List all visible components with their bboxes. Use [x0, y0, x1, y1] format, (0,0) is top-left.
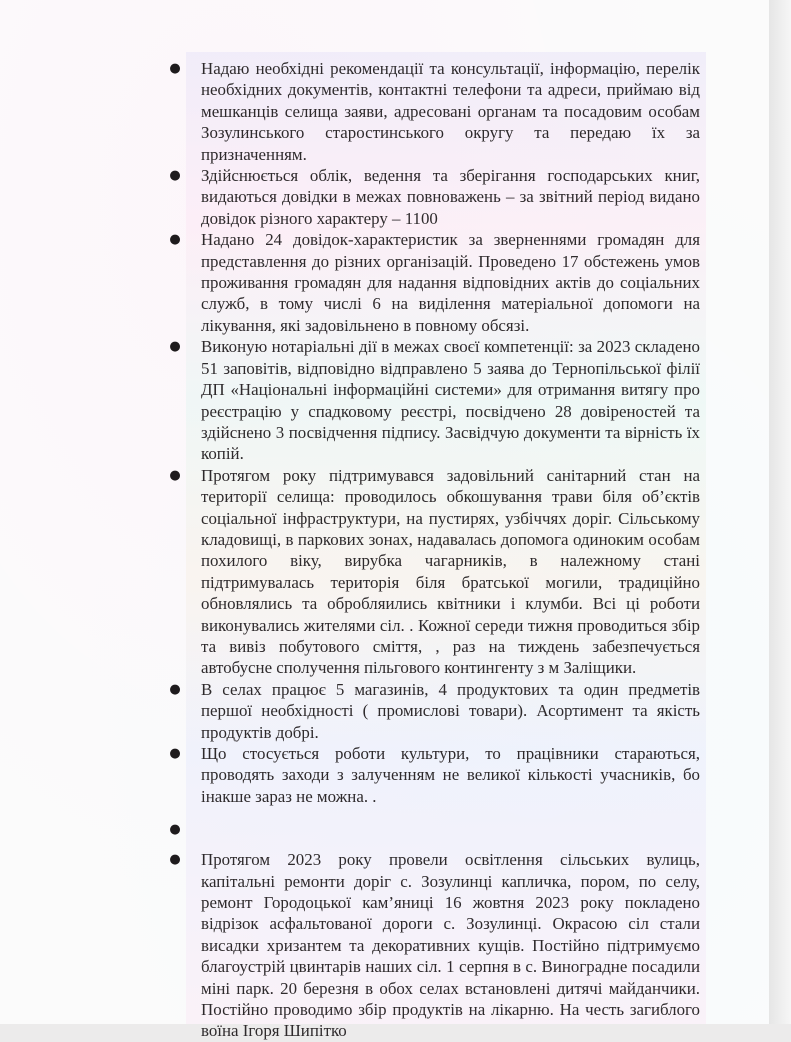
bullet-icon: ● — [169, 339, 181, 355]
bullet-icon: ● — [169, 852, 181, 868]
bullet-icon: ● — [169, 232, 181, 248]
list-item — [168, 849, 700, 1042]
scan-margin-edge — [769, 0, 791, 1024]
bullet-icon: ● — [169, 168, 181, 184]
report-bullet-list — [168, 58, 700, 1042]
list-item-text: Протягом року підтримувався задовільний санітарний стан на території селища: проводилось обкошування трави біля об’єктів соціальної інфраструктури, на пустирях, узбіччях доріг. Сільському кладовищі, в паркових зонах, надавалась допомога одиноким особам похилого віку, вирубка чагарників, в належному стані підтримувалась територія біля братської могили, традиційно обновлялись та обробляились квітники і клумби. Всі ці роботи виконувались жителями сіл. . Кожної середи тижня проводиться збір та вивіз побутового сміття, , раз на тиждень забезпечується автобусне сполучення пільгового контингенту з м Заліщики. — [201, 465, 700, 678]
list-item — [168, 229, 700, 336]
list-item — [168, 743, 700, 807]
list-item-text: Протягом 2023 року провели освітлення сільських вулиць, капітальні ремонти доріг с. Зозулинці капличка, пором, по селу, ремонт Городоцької кам’яниці 16 жовтня 2023 року покладено відрізок асфальтованої дороги с. Зозулинці. Окрасою сіл стали висадки хризантем та декоративних кущів. Постійно підтримуємо благоустрій цвинтарів наших сіл. 1 серпня в с. Виноградне посадили міні парк. 20 березня в обох селах встановлені дитячі майданчики. Постійно проводимо збір продуктів на лікарню. На честь загиблого воїна Ігоря Шипітко — [201, 850, 700, 1041]
list-item-text: Що стосується роботи культури, то працівники стараються, проводять заходи з залученням не великої кількості учасників, бо інакше зараз не можна. . — [201, 744, 700, 806]
list-item — [168, 336, 700, 464]
bullet-icon: ● — [169, 61, 181, 76]
list-item — [168, 58, 700, 165]
list-item-text: Виконую нотаріальні дії в межах своєї компетенції: за 2023 складено 51 заповітів, відповідно відправлено 5 заява до Тернопільської філії ДП «Національні інформаційні системи» для отримання витягу про реєстрацію у спадковому реєстрі, посвідчено 28 довіреностей та здійснено 3 посвідчення підпису. Засвідчую документи та вірність їх копій. — [201, 337, 700, 464]
list-item — [168, 165, 700, 229]
bullet-icon: ● — [169, 822, 181, 838]
list-item-text: Здійснюється облік, ведення та зберігання господарських книг, видаються довідки в межах повноважень – за звітний період видано довідок різного характеру – 1100 — [201, 166, 700, 228]
list-item-text: Надаю необхідні рекомендації та консультації, інформацію, перелік необхідних документів, контактні телефони та адреси, приймаю від мешканців селища заяви, адресовані органам та посадовим особам Зозулинського старостинського округу та передаю їх за призначенням. — [201, 59, 700, 164]
list-item-text: Надано 24 довідок-характеристик за зверненнями громадян для представлення до різних організацій. Проведено 17 обстежень умов проживання громадян для надання відповідних актів до соціальних служб, в тому числі 6 на виділення матеріальної допомоги на лікування, які задовільнено в повному обсязі. — [201, 230, 700, 335]
empty-list-item — [168, 819, 700, 843]
list-item-text: В селах працює 5 магазинів, 4 продуктових та один предметів першої необхідності ( промислові товари). Асортимент та якість продуктів добрі. — [201, 679, 700, 742]
bullet-icon: ● — [169, 681, 181, 697]
bullet-icon: ● — [169, 467, 181, 483]
bullet-icon: ● — [169, 746, 181, 761]
list-item — [168, 679, 700, 743]
list-item — [168, 465, 700, 679]
